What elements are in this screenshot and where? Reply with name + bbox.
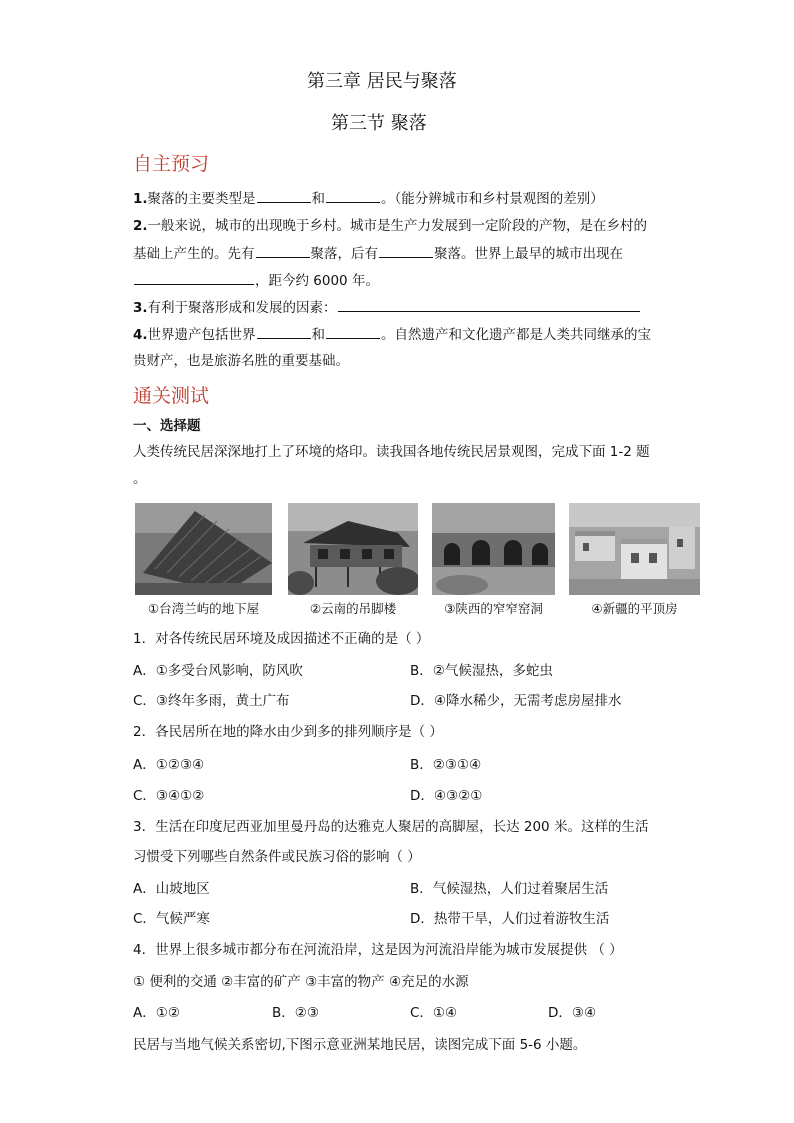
photo-underground-house: [135, 503, 272, 595]
preview-heading: 自主预习: [133, 153, 210, 175]
caption-3: ③陕西的窄窄窑洞: [444, 601, 543, 616]
preview-q2-line3: ，距今约 6000 年。: [133, 271, 379, 290]
q3-option-c[interactable]: C．气候严寒: [133, 911, 210, 927]
q4-option-a[interactable]: A．①②: [133, 1005, 180, 1021]
preview-q2-line1: 2.一般来说，城市的出现晚于乡村。城市是生产力发展到一定阶段的产物，是在乡村的: [133, 218, 648, 234]
q1-option-b[interactable]: B．②气候湿热，多蛇虫: [410, 663, 553, 679]
test-heading: 通关测试: [133, 385, 210, 407]
q2-option-b[interactable]: B．②③①④: [410, 757, 482, 773]
q1-stem: 1．对各传统民居环境及成因描述不正确的是（ ）: [133, 631, 430, 647]
q4-option-c[interactable]: C．①④: [410, 1005, 458, 1021]
q1-option-a[interactable]: A．①多受台风影响，防风吹: [133, 663, 303, 679]
q4-blank-2[interactable]: [326, 325, 380, 339]
photo-flat-roof-house: [569, 503, 700, 595]
q1-option-c[interactable]: C．③终年多雨，黄土广布: [133, 693, 290, 709]
q3-option-b[interactable]: B．气候湿热，人们过着聚居生活: [410, 881, 609, 897]
test-sub-heading: 一、选择题: [133, 418, 201, 434]
q3-stem-line2: 习惯受下列哪些自然条件或民族习俗的影响（ ）: [133, 849, 421, 865]
q3-option-a[interactable]: A．山坡地区: [133, 881, 210, 897]
q2-option-d[interactable]: D．④③②①: [410, 788, 483, 804]
q2-option-c[interactable]: C．③④①②: [133, 788, 205, 804]
q2-blank-1[interactable]: [256, 244, 310, 258]
preview-q2-line2: 基础上产生的。先有 聚落，后有 聚落。世界上最早的城市出现在: [133, 246, 623, 262]
caption-4: ④新疆的平顶房: [591, 601, 678, 616]
q1-blank-1[interactable]: [257, 189, 311, 203]
photo-cave-dwelling: [432, 503, 555, 595]
q1-blank-2[interactable]: [326, 189, 380, 203]
outro-text: 民居与当地气候关系密切,下图示意亚洲某地民居，读图完成下面 5-6 小题。: [133, 1037, 587, 1053]
q3-option-d[interactable]: D．热带干旱，人们过着游牧生活: [410, 911, 610, 927]
q3-blank[interactable]: [338, 298, 640, 312]
q3-stem-line1: 3．生活在印度尼西亚加里曼丹岛的达雅克人聚居的高脚屋，长达 200 米。这样的生活: [133, 819, 649, 835]
test-intro-line1: 人类传统民居深深地打上了环境的烙印。读我国各地传统民居景观图，完成下面 1-2 题: [133, 444, 650, 460]
caption-1: ①台湾兰屿的地下屋: [147, 601, 260, 616]
preview-q4-line1: 4.世界遗产包括世界 和 。自然遗产和文化遗产都是人类共同继承的宝: [133, 327, 652, 343]
q2-stem: 2．各民居所在地的降水由少到多的排列顺序是（ ）: [133, 724, 443, 740]
photo-stilt-house: [288, 503, 418, 595]
preview-q4-line2: 贵财产，也是旅游名胜的重要基础。: [133, 353, 349, 369]
test-intro-line2: 。: [133, 471, 147, 487]
q1-option-d[interactable]: D．④降水稀少，无需考虑房屋排水: [410, 693, 622, 709]
q4-items: ① 便利的交通 ②丰富的矿产 ③丰富的物产 ④充足的水源: [133, 974, 469, 990]
caption-2: ②云南的吊脚楼: [309, 601, 397, 616]
q4-option-d[interactable]: D．③④: [548, 1005, 597, 1021]
q2-blank-3[interactable]: [134, 271, 254, 285]
q4-option-b[interactable]: B．②③: [272, 1005, 319, 1021]
q4-stem: 4．世界上很多城市都分布在河流沿岸，这是因为河流沿岸能为城市发展提供 （ ）: [133, 942, 623, 958]
preview-q3: 3.有利于聚落形成和发展的因素：: [133, 298, 641, 317]
section-title: 第三节 聚落: [331, 113, 427, 134]
q2-blank-2[interactable]: [379, 244, 433, 258]
q4-blank-1[interactable]: [257, 325, 311, 339]
chapter-title: 第三章 居民与聚落: [307, 71, 457, 92]
preview-q1: 1.聚落的主要类型是 和 。（能分辨城市和乡村景观图的差别）: [133, 191, 604, 207]
q2-option-a[interactable]: A．①②③④: [133, 757, 205, 773]
